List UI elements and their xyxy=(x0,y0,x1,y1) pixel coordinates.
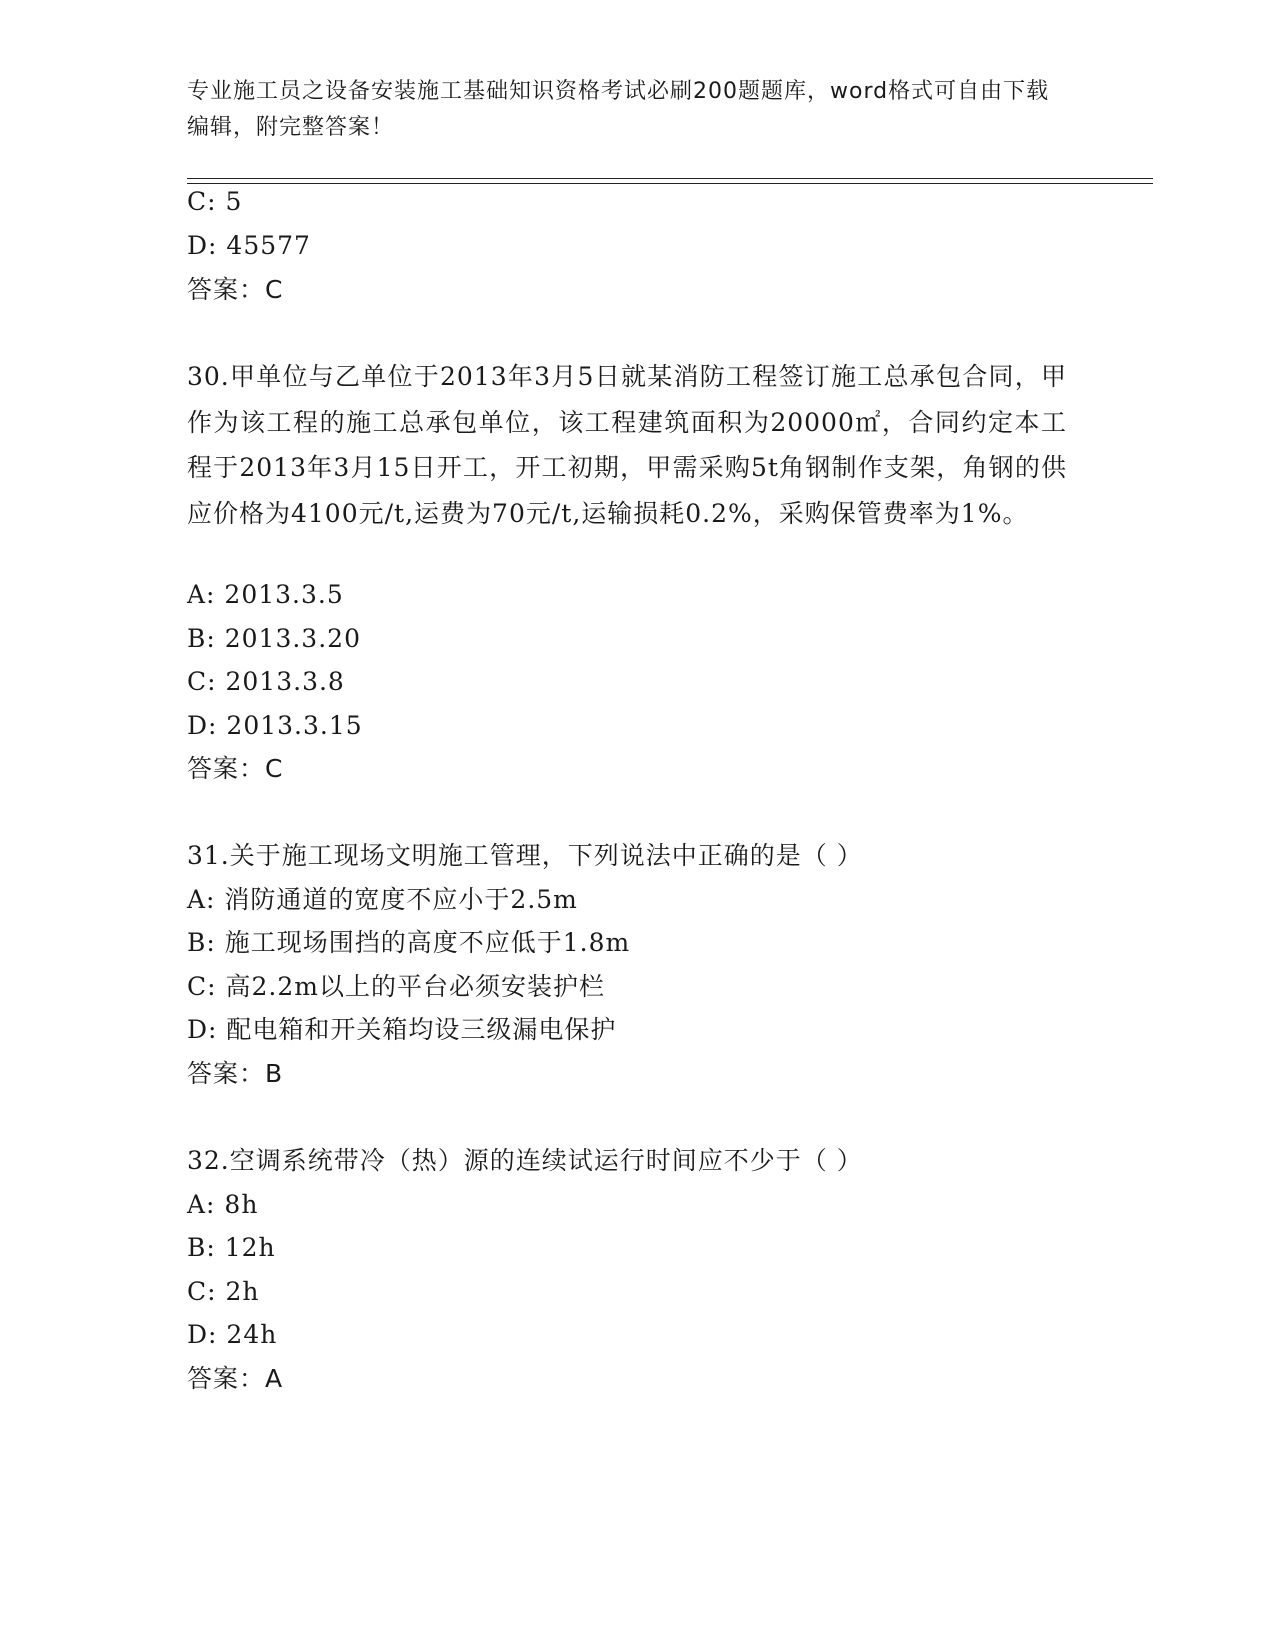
question-31-option-c: C: 高2.2m以上的平台必须安装护栏 xyxy=(187,972,605,1001)
header-divider-top xyxy=(187,178,1153,179)
question-32-option-d: D: 24h xyxy=(187,1320,278,1349)
question-30-text: 30.甲单位与乙单位于2013年3月5日就某消防工程签订施工总承包合同，甲作为该工程的施工总承包单位，该工程建筑面积为20000㎡，合同约定本工程于2013年3月15日开工，开工初期，甲需采购5t角钢制作支架，角钢的供应价格为4100元/t,运费为70元/t,运输损耗0.2%，采购保管费率为1%。 xyxy=(187,362,1067,528)
question-32-option-a: A: 8h xyxy=(187,1190,259,1219)
question-31-option-d: D: 配电箱和开关箱均设三级漏电保护 xyxy=(187,1015,617,1044)
prev-answer: 答案：C xyxy=(187,275,284,304)
question-31-option-a: A: 消防通道的宽度不应小于2.5m xyxy=(187,885,578,914)
question-32-option-c: C: 2h xyxy=(187,1277,260,1306)
prev-option-c: C: 5 xyxy=(187,187,243,216)
question-32-answer: 答案：A xyxy=(187,1364,284,1393)
document-header: 专业施工员之设备安装施工基础知识资格考试必刷200题题库，word格式可自由下载编辑，附完整答案！ xyxy=(187,79,1050,140)
question-30-option-a: A: 2013.3.5 xyxy=(187,580,344,609)
question-30-option-c: C: 2013.3.8 xyxy=(187,667,345,696)
header-divider-bottom xyxy=(187,183,1153,184)
question-31-option-b: B: 施工现场围挡的高度不应低于1.8m xyxy=(187,928,631,957)
question-30-option-d: D: 2013.3.15 xyxy=(187,711,363,740)
question-32-text: 32.空调系统带冷（热）源的连续试运行时间应不少于（ ） xyxy=(187,1146,863,1175)
prev-option-d: D: 45577 xyxy=(187,231,311,260)
question-30-answer: 答案：C xyxy=(187,754,284,783)
question-30-option-b: B: 2013.3.20 xyxy=(187,624,361,653)
question-31-text: 31.关于施工现场文明施工管理，下列说法中正确的是（ ） xyxy=(187,841,863,870)
question-32-option-b: B: 12h xyxy=(187,1233,276,1262)
question-31-answer: 答案：B xyxy=(187,1059,284,1088)
